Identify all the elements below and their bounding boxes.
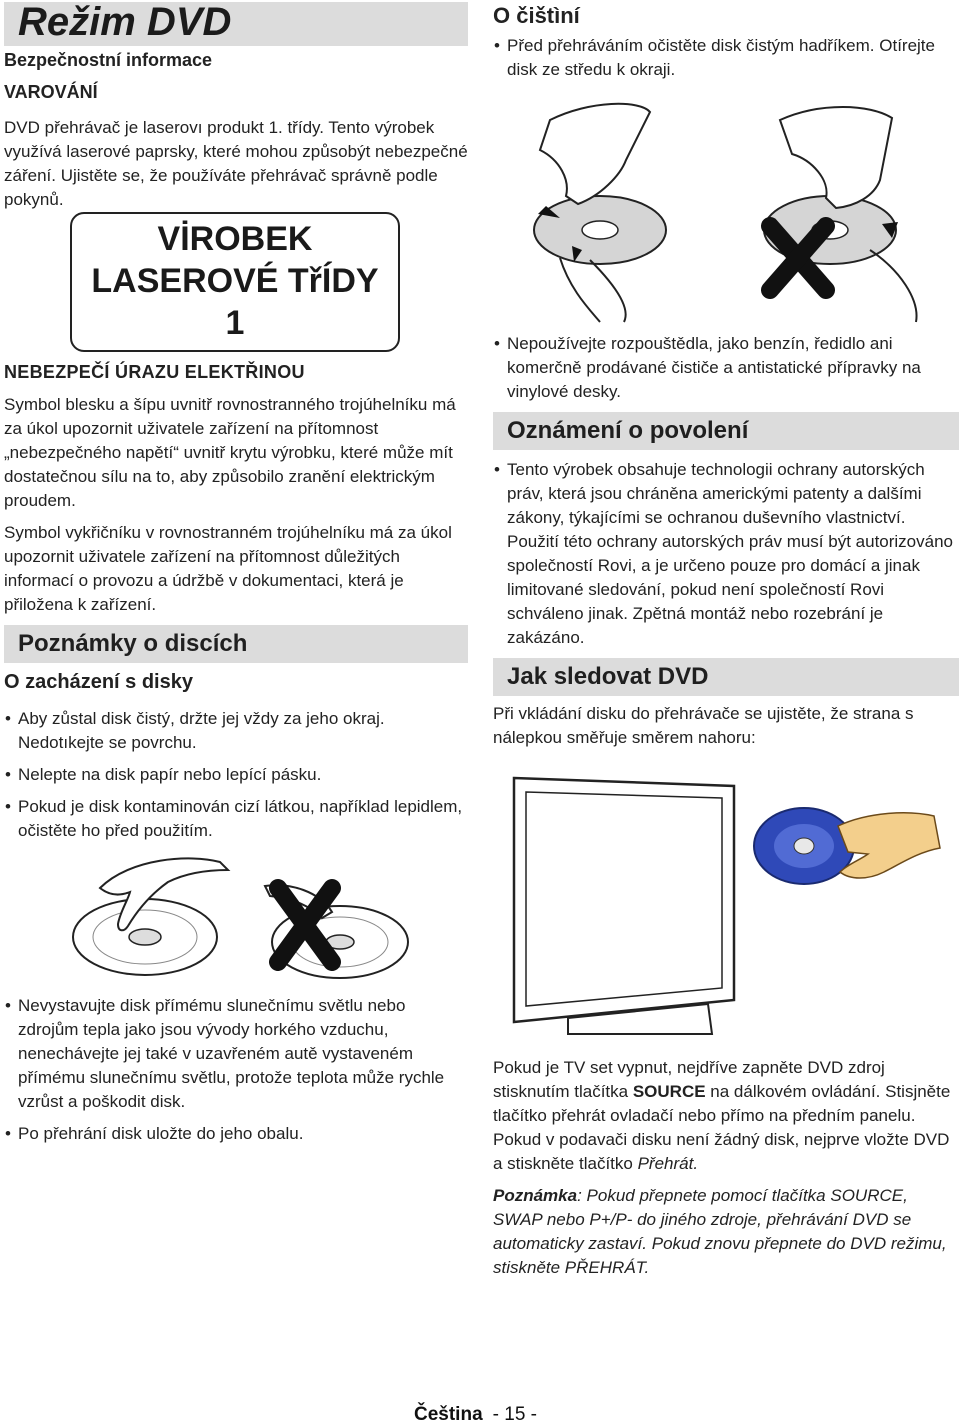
page-number: - 15 - [492,1404,537,1425]
wrong-wipe [764,107,917,322]
list-item: • Tento výrobek obsahuje technologii ochrany autorských práv, která jsou chráněna americkými patenty a dalšími zákony, týkajícími se ochranou duševního vlastnictví. Použití této ochrany autorských práv musí být autorizováno společností Rovi, a je určeno pouze pro domácí a jinak limitované sledování, pokud není společností Rovi schváleno jinak. Zpětná montáž nebo rozebrání je zakázáno. [493,458,959,650]
watch-text: Při vkládání disku do přehrávače se ujistěte, že strana s nálepkou směřuje směrem nahoru: [493,704,914,747]
license-heading: Oznámení o povolení [493,412,959,450]
warning-text: DVD přehrávač je laserovı produkt 1. třídy. Tento výrobek využívá laserové paprsky, které mohou způsobýt nebezpečné záření. Ujistěte se, že používáte přehrávač správně podle pokynů. [4,118,468,209]
page-footer [414,1404,537,1426]
laser-label-line-1: VİROBEK [157,220,313,258]
laser-label-line-2: LASEROVÉ TřÍDY [91,262,379,300]
handling-list [4,707,468,843]
list-item: • Nevystavujte disk přímému slunečnímu světlu nebo zdrojům tepla jako jsou vývody horkého vzduchu, nenechávejte jej také v uzavřeném autě vystaveném přímému slunečnímu světlu, protože teplota může rychle vzrůst a poškodit disk. [4,994,468,1114]
note-text [493,1184,959,1280]
note-label: Poznámka [493,1186,578,1205]
disc-cleaning-illustration [530,100,930,325]
list-item: • Pokud je disk kontaminován cizí látkou, například lepidlem, očistěte ho před použitím. [4,795,468,843]
safety-heading: Bezpečnostní informace [4,50,213,70]
warning-heading: VAROVÁNÍ [4,82,98,102]
disc-icon [754,808,854,884]
shock-text: Symbol blesku a šípu uvnitř rovnostranného trojúhelníku má za úkol upozornit uživatele zařízení na přítomnost „nebezpečného napětí“ uvnitř krytu výrobku, které může mít dostatečnou sílu na to, aby způsobilo zranění elektrickým proudem. [4,395,456,510]
disc-insert-illustration [508,772,948,1042]
hand-icon [838,813,940,878]
storage-list [4,994,468,1146]
laser-label-line-3: 1 [225,304,245,342]
discs-heading: Poznámky o discích [4,625,468,663]
power-text-2: na dálkovém ovládání. Stisjněte tlačítko přehrát ovladačí nebo přímo na předním panelu. Pokud v podavači disku není žádný disk, nejprve vložte DVD a stiskněte tlačítko [493,1082,951,1173]
footer-language: Čeština [414,1404,483,1425]
exclaim-text: Symbol vykřičníku v rovnostranném trojúhelníku má za úkol upozornit uživatele zařízení na přítomnost důležitých informací o provozu a údržbě v dokumentaci, která je přiložena k zařízení. [4,523,452,614]
list-item: • Nelepte na disk papír nebo lepící pásku. [4,763,468,787]
source-button-label: SOURCE [632,1082,706,1101]
disc-handling-illustration [70,852,410,982]
power-text-1: Pokud je TV set vypnut, nejdříve zapněte DVD zdroj stisknutím tlačítka [493,1058,885,1101]
cleaning-heading: O čištìní [493,3,580,28]
laser-class-label [70,212,400,352]
power-on-text [493,1056,959,1176]
list-item: • Po přehrání disk uložte do jeho obalu. [4,1122,468,1146]
held-disc [73,899,217,975]
list-item: • Aby zůstal disk čistý, držte jej vždy za jeho okraj. Nedotıkejte se povrchu. [4,707,468,755]
watch-heading: Jak sledovat DVD [493,658,959,696]
shock-heading: NEBEZPEČÍ ÚRAZU ELEKTŘINOU [4,362,305,382]
list-item: • Nepoužívejte rozpouštědla, jako benzín, ředidlo ani komerčně prodávané čističe a antistatické přípravky na vinylové desky. [493,332,959,404]
note-body: : Pokud přepnete pomocí tlačítka SOURCE, SWAP nebo P+/P- do jiného zdroje, přehrávání DVD se automaticky zastaví. Pokud znovu přepnete do DVD režimu, stiskněte PŘEHRÁT. [493,1186,947,1277]
page-title: Režim DVD [4,2,468,46]
list-item: • Před přehráváním očistěte disk čistým hadříkem. Otírejte disk ze středu k okraji. [493,34,959,82]
tv-icon [514,778,734,1034]
play-button-label: Přehrát. [637,1154,699,1173]
handling-heading: O zacházení s disky [4,671,193,693]
